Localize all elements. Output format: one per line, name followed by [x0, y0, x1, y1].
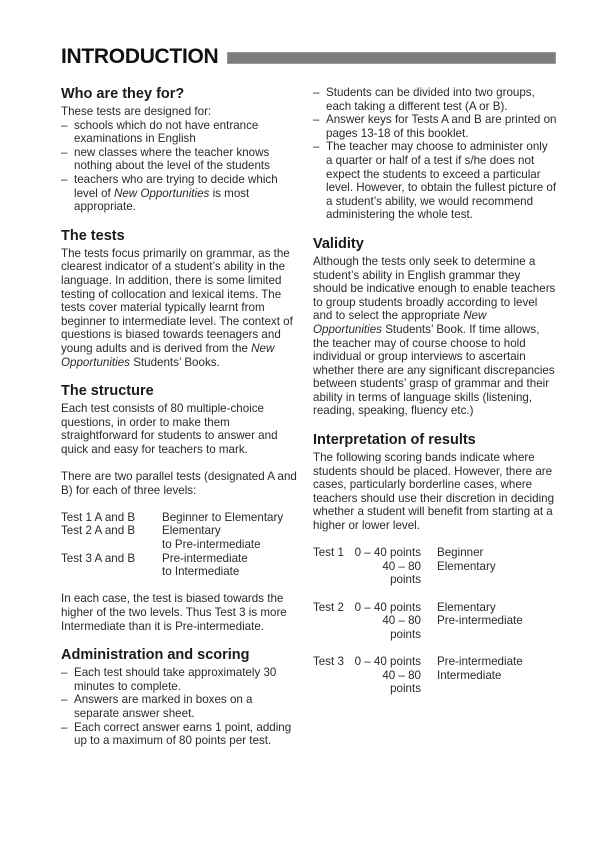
list-item: – schools which do not have entrance examinations in English [61, 119, 297, 146]
book-title: New Opportunities [61, 341, 275, 369]
text: teachers who are trying to decide which level of [74, 172, 278, 200]
left-column [61, 86, 297, 762]
text: The tests focus primarily on grammar, as the clearest indicator of a student’s ability in the language. In addition, there is some limited testing of collocation and lexical items. The tests cover material typically learnt from beginner to intermediate level. The context of questions is biased towards teenagers and young adults and is derived from the [61, 246, 293, 355]
page-header [61, 44, 556, 70]
section-heading: The structure [61, 383, 154, 400]
level-range: Beginner to Elementary [162, 510, 284, 524]
band-test: Test 1 [313, 546, 344, 560]
band-level: Beginner [437, 546, 484, 560]
section-tests [61, 228, 297, 369]
band-test: Test 2 [313, 600, 344, 614]
administration-list-continued [313, 86, 557, 222]
section-heading: Interpretation of results [313, 432, 476, 449]
band-level: Elementary [437, 600, 496, 614]
text: is most appropriate. [74, 186, 250, 214]
section-heading: Administration and scoring [61, 647, 250, 664]
text: Although the tests only seek to determine a student’s ability in English grammar they should be indicative enough to enable teachers to group students broadly according to level and to select the appropriate [313, 254, 556, 323]
band-range: 40 – 80 points [382, 614, 421, 641]
level-test: Test 3 A and B [61, 551, 136, 565]
section-body [61, 247, 297, 369]
book-title: New Opportunities [313, 309, 487, 336]
score-band-group [313, 601, 557, 642]
score-band-group [313, 655, 557, 696]
section-heading: The tests [61, 227, 125, 244]
book-title: New Opportunities [113, 186, 210, 200]
list-item: – new classes where the teacher knows nothing about the level of the students [61, 146, 297, 173]
section-validity [313, 236, 557, 418]
level-test: Test 2 A and B [61, 524, 136, 538]
level-range-cont: to Pre-intermediate [162, 538, 261, 552]
score-row [313, 614, 557, 641]
band-level: Intermediate [437, 668, 502, 682]
title-decorative-bar [227, 52, 556, 64]
section-body [313, 255, 557, 418]
section-heading: Validity [313, 235, 364, 252]
section-intro: These tests are designed for: [61, 105, 212, 118]
section-body: The following scoring bands indicate where students should be placed. However, there are cases, particularly borderline cases, where teachers should use their discretion in deciding whether a student will benefit from starting at a higher or lower level. [313, 451, 555, 533]
list-item [61, 173, 297, 214]
levels-table [61, 511, 297, 579]
list-item: – Each correct answer earns 1 point, adding up to a maximum of 80 points per test. [61, 721, 297, 748]
band-range: 0 – 40 points [354, 600, 421, 614]
section-administration [61, 647, 297, 748]
list-item: – Each test should take approximately 30 minutes to complete. [61, 666, 297, 693]
text: Students’ Books. [129, 355, 220, 369]
list-item: – Students can be divided into two groups, each taking a different test (A or B). [313, 86, 557, 113]
band-level: Elementary [437, 559, 496, 573]
administration-list [61, 666, 297, 748]
section-administration-continued [313, 86, 557, 222]
band-range: 40 – 80 points [382, 559, 421, 587]
band-level: Pre-intermediate [437, 654, 523, 668]
section-interpretation [313, 432, 557, 696]
right-column [313, 86, 557, 710]
band-range: 0 – 40 points [354, 546, 421, 560]
paragraph: Each test consists of 80 multiple-choice questions, in order to make them straightforward for students to answer and quick and easy for teachers to mark. [61, 402, 278, 456]
text: Students’ Book. If time allows, the teacher may of course choose to hold individual or group interviews to ascertain whether there are any significant discrepancies between students’ grasp of grammar and their ability in terms of language skills (listening, reading, speaking, fluency etc.) [313, 322, 555, 418]
score-row [313, 669, 557, 696]
score-band-group [313, 546, 557, 587]
score-row [313, 601, 557, 615]
level-range: Pre-intermediate [162, 551, 248, 565]
paragraph: In each case, the test is biased towards the higher of the two levels. Thus Test 3 is more Intermediate than it is Pre-intermediate. [61, 592, 287, 633]
paragraph: There are two parallel tests (designated A and B) for each of three levels: [61, 470, 297, 497]
band-range: 0 – 40 points [354, 654, 421, 668]
section-who [61, 86, 297, 214]
score-row [313, 655, 557, 669]
section-structure [61, 383, 297, 633]
level-range-cont: to Intermediate [162, 565, 240, 579]
band-level: Pre-intermediate [437, 614, 523, 628]
score-row [313, 560, 557, 587]
list-item: – The teacher may choose to administer only a quarter or half of a test if s/he does not expect the students to exceed a particular level. However, to obtain the fullest picture of a student’s ability, we would recommend administering the whole test. [313, 140, 557, 222]
score-row [313, 546, 557, 560]
band-test: Test 3 [313, 654, 344, 668]
level-range: Elementary [162, 524, 221, 538]
band-range: 40 – 80 points [382, 668, 421, 696]
list-item: – Answer keys for Tests A and B are printed on pages 13-18 of this booklet. [313, 113, 557, 140]
list-item: – Answers are marked in boxes on a separate answer sheet. [61, 693, 297, 720]
scoring-bands [313, 546, 557, 696]
audience-list [61, 119, 297, 214]
page-title: INTRODUCTION [61, 45, 219, 68]
level-test: Test 1 A and B [61, 510, 136, 524]
section-heading: Who are they for? [61, 86, 185, 102]
